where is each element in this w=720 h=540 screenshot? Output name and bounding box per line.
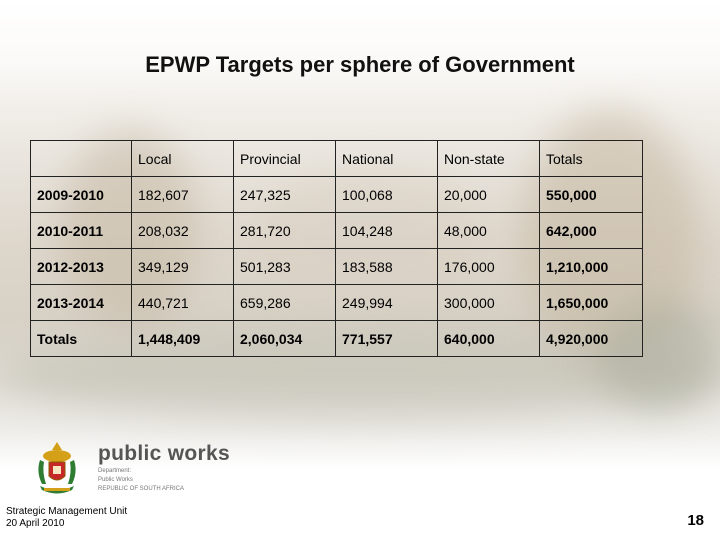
cell-total: 550,000	[540, 177, 643, 213]
cell-national: 249,994	[336, 285, 438, 321]
footer	[6, 506, 127, 530]
table-row	[31, 249, 643, 285]
row-label: Totals	[31, 321, 132, 357]
cell-local: 440,721	[132, 285, 234, 321]
cell-local: 349,129	[132, 249, 234, 285]
row-label: 2010-2011	[31, 213, 132, 249]
table-totals-row	[31, 321, 643, 357]
header-non-state: Non-state	[438, 141, 540, 177]
header-provincial: Provincial	[234, 141, 336, 177]
cell-national: 183,588	[336, 249, 438, 285]
row-label: 2012-2013	[31, 249, 132, 285]
cell-national: 100,068	[336, 177, 438, 213]
cell-provincial: 501,283	[234, 249, 336, 285]
row-label: 2013-2014	[31, 285, 132, 321]
table-header-row	[31, 141, 643, 177]
footer-date: 20 April 2010	[6, 518, 65, 529]
public-works-brand	[98, 442, 230, 493]
cell-provincial: 281,720	[234, 213, 336, 249]
cell-non-state: 20,000	[438, 177, 540, 213]
cell-total: 1,210,000	[540, 249, 643, 285]
table-row	[31, 285, 643, 321]
cell-total: 4,920,000	[540, 321, 643, 357]
cell-local: 208,032	[132, 213, 234, 249]
table-row	[31, 213, 643, 249]
cell-provincial: 2,060,034	[234, 321, 336, 357]
cell-provincial: 659,286	[234, 285, 336, 321]
footer-unit: Strategic Management Unit	[6, 506, 128, 517]
cell-non-state: 176,000	[438, 249, 540, 285]
header-national: National	[336, 141, 438, 177]
brand-line-1: Department:	[98, 468, 132, 474]
south-africa-coat-of-arms-icon	[32, 440, 82, 498]
cell-non-state: 640,000	[438, 321, 540, 357]
header-local: Local	[132, 141, 234, 177]
table-row	[31, 177, 643, 213]
row-label: 2009-2010	[31, 177, 132, 213]
cell-non-state: 48,000	[438, 213, 540, 249]
brand-name: public works	[98, 442, 230, 465]
header-totals: Totals	[540, 141, 643, 177]
slide-title: EPWP Targets per sphere of Government	[145, 52, 575, 77]
cell-local: 1,448,409	[132, 321, 234, 357]
targets-table	[30, 140, 643, 357]
cell-total: 1,650,000	[540, 285, 643, 321]
cell-total: 642,000	[540, 213, 643, 249]
brand-line-3: REPUBLIC OF SOUTH AFRICA	[98, 486, 185, 492]
header-corner	[31, 141, 132, 177]
cell-provincial: 247,325	[234, 177, 336, 213]
cell-local: 182,607	[132, 177, 234, 213]
cell-national: 771,557	[336, 321, 438, 357]
cell-national: 104,248	[336, 213, 438, 249]
brand-line-2: Public Works	[98, 477, 133, 483]
cell-non-state: 300,000	[438, 285, 540, 321]
page-number: 18	[687, 512, 704, 529]
